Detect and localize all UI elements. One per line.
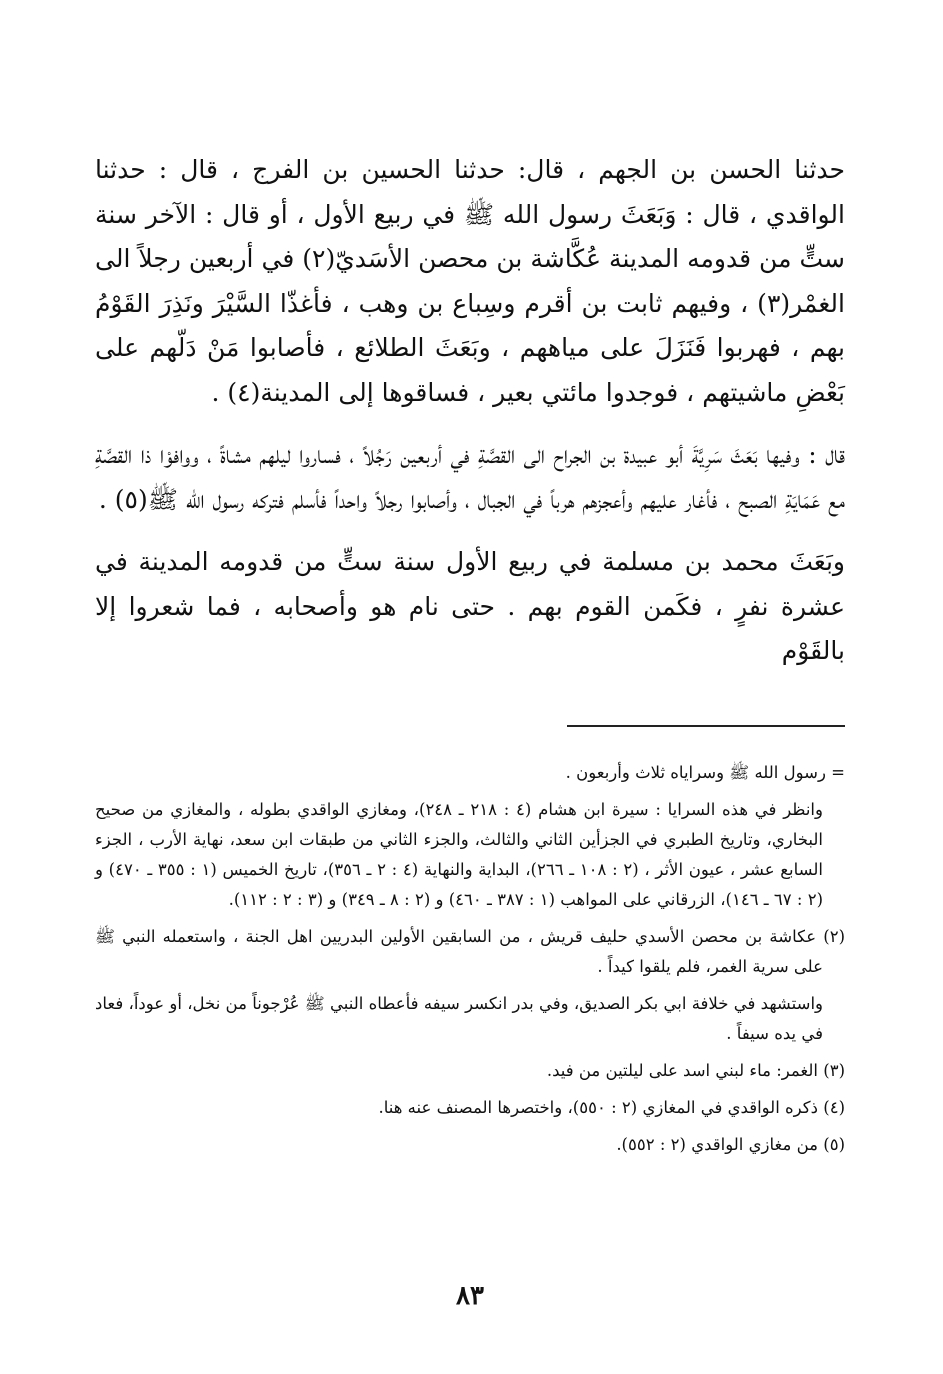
paragraph-abu-ubayda: قال : وفيها بَعَثَ سَرِيَّةَ أبو عبيدة بن الجراح الى القصَّةِ في أربعين رَجُلاً ، فساروا ليلهم مشاةً ، ووافوْا ذا القصَّةِ مع عَمَايَةِ الصبح ، فأغار عليهم وأعجزهم هرباً في الجبال ، وأصابوا رجلاً واحداً فأسلم فتركه رسول الله ﷺ(٥) . [95, 440, 845, 514]
main-text-body [95, 148, 845, 674]
footnotes-section [95, 758, 845, 1167]
paragraph-muhammad-ibn-maslama: وبَعَثَ محمد بن مسلمة في ربيع الأول سنة ستٍّ من قدومه المدينة في عشرة نفرٍ ، فكَمن القوم بهم . حتى نام هو وأصحابه ، فما شعروا إلا بالقَوْم [95, 547, 845, 665]
paragraph-hadith-ukkasha: حدثنا الحسن بن الجهم ، قال: حدثنا الحسين بن الفرج ، قال : حدثنا الواقدي ، قال : وَبَعَثَ رسول الله ﷺ في ربيع الأول ، أو قال : الآخر سنة ستٍّ من قدومه المدينة عُكَّاشة بن محصن الأسَديّ(٢) في أربعين رجلاً الى الغمْر(٣) ، وفيهم ثابت بن أقرم وسِباع بن وهب ، فأغذّا السَّيْرَ ونَذِرَ القَوْمُ بهم ، فهربوا فَنَزَلَ على مياههم ، وبَعَثَ الطلائع ، فأصابوا مَنْ دَلّهم على بَعْضِ ماشيتهم ، فوجدوا مائتي بعير ، فساقوها إلى المدينة(٤) . [95, 155, 845, 407]
footnote-4: (٤) ذكره الواقدي في المغازي (٢ : ٥٥٠)، واختصرها المصنف عنه هنا. [378, 1098, 845, 1117]
footnote-5: (٥) من مغازي الواقدي (٢ : ٥٥٢). [616, 1135, 845, 1154]
footnote-references: وانظر في هذه السرايا : سيرة ابن هشام (٤ : ٢١٨ ـ ٢٤٨)، ومغازي الواقدي بطوله ، والمغازي من صحيح البخاري، وتاريخ الطبري في الجزأين الثاني والثالث، والجزء الثاني من طبقات ابن سعد، نهاية الأرب ، الجزء السابع عشر ، عيون الأثر ، (٢ : ١٠٨ ـ ٢٦٦)، البداية والنهاية (٤ : ٢ ـ ٣٥٦)، تاريخ الخميس (١ : ٣٥٥ ـ ٤٧٠) و (٢ : ٦٧ ـ ١٤٦)، الزرقاني على المواهب (١ : ٣٨٧ ـ ٤٦٠) و (٢ : ٨ ـ ٣٤٩) و (٣ : ٢ : ١١٢). [95, 800, 823, 909]
book-page [95, 148, 845, 1348]
footnote-continuation: = رسول الله ﷺ وسراياه ثلاث وأربعون . [565, 763, 845, 782]
page-number: ٨٣ [456, 1281, 484, 1311]
footnote-3: (٣) الغمر: ماء لبني اسد على ليلتين من فيد. [546, 1061, 845, 1080]
footnote-separator [567, 725, 845, 727]
footnote-2-continuation: واستشهد في خلافة ابي بكر الصديق، وفي بدر انكسر سيفه فأعطاه النبي ﷺ عُرْجوناً من نخل، أو عوداً، فعاد في يده سيفاً . [95, 994, 823, 1043]
footnote-2: (٢) عكاشة بن محصن الأسدي حليف قريش ، من السابقين الأولين البدريين اهل الجنة ، واستعمله النبي ﷺ على سرية الغمر، فلم يلقوا كيداً . [95, 927, 845, 976]
